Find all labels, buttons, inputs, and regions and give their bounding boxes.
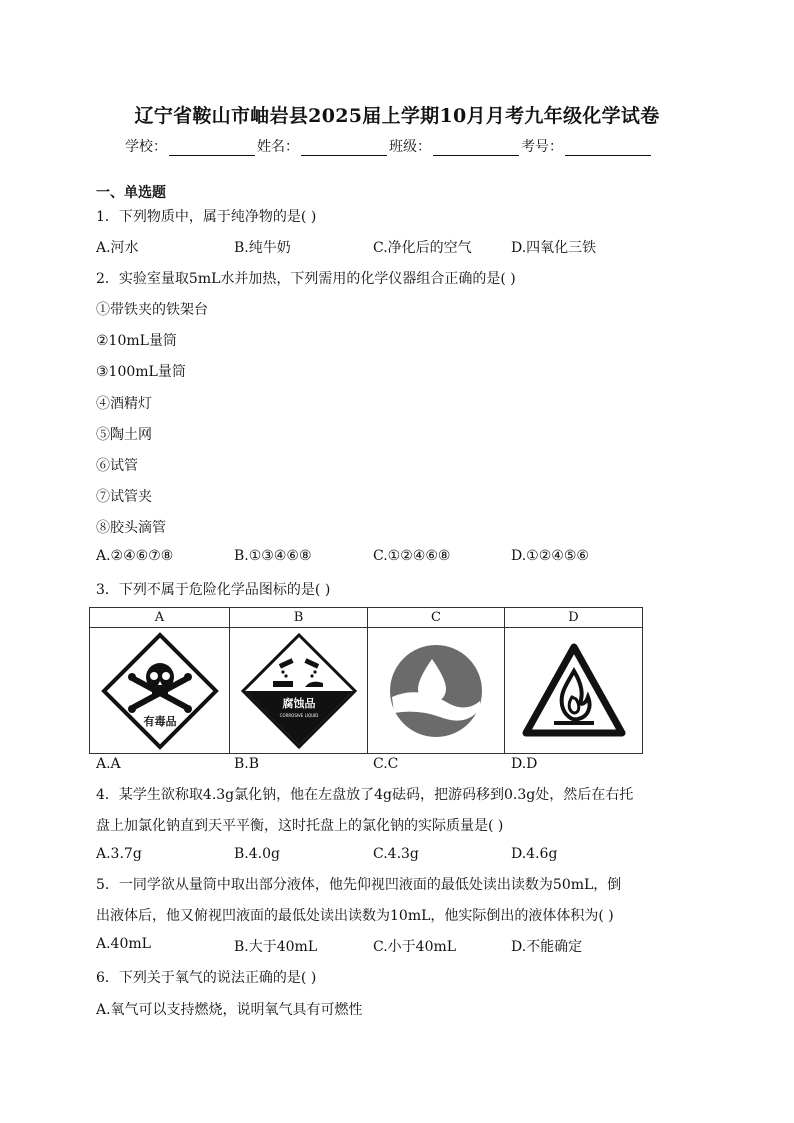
q3-option-b: B.B: [234, 756, 260, 772]
section-heading: 一、单选题: [96, 185, 166, 201]
q4-option-a: A.3.7g: [96, 846, 142, 862]
header-b: B: [230, 608, 368, 628]
q4-option-b: B.4.0g: [234, 846, 280, 862]
q2-item: ①带铁夹的铁架台: [96, 302, 208, 318]
q4-option-c: C.4.3g: [373, 846, 419, 862]
q5-stem-line2: 出液体后，他又俯视凹液面的最低处读出读数为10mL，他实际倒出的液体体积为( ): [96, 908, 614, 924]
q2-option-d: D.①②④⑤⑥: [511, 548, 589, 564]
exam-no-label: 考号：: [521, 139, 563, 155]
q2-option-c: C.①②④⑥⑧: [373, 548, 451, 564]
hazard-sign-table: [89, 607, 643, 754]
corrosive-sign-sublabel: CORROSIVE LIQUID: [279, 712, 318, 718]
q1-option-a: A.河水: [96, 240, 139, 256]
q5-stem-line1: 5．一同学欲从量筒中取出部分液体，他先仰视凹液面的最低处读出读数为50mL，倒: [96, 877, 622, 893]
q1-option-c: C.净化后的空气: [373, 240, 472, 256]
q3-option-c: C.C: [373, 756, 399, 772]
q2-item: ③100mL量筒: [96, 364, 186, 380]
school-label: 学校：: [125, 139, 167, 155]
name-blank: [301, 141, 387, 156]
toxic-sign-cell: [90, 628, 230, 754]
q6-option-a: A.氧气可以支持燃烧，说明氧气具有可燃性: [96, 1002, 363, 1018]
flame-icon: [522, 641, 626, 741]
name-label: 姓名：: [257, 139, 299, 155]
q2-item: ⑦试管夹: [96, 489, 152, 505]
q5-option-b: B.大于40mL: [234, 939, 318, 955]
q2-item: ②10mL量筒: [96, 333, 177, 349]
corrosive-sign-label: 腐蚀品: [282, 696, 315, 710]
header-d: D: [505, 608, 643, 628]
q4-stem-line1: 4．某学生欲称取4.3g氯化钠，他在左盘放了4g砝码，把游码移到0.3g处，然后在右托: [96, 787, 634, 803]
toxic-sign-label: 有毒品: [143, 714, 176, 728]
corrosive-sign-cell: [230, 628, 368, 754]
q2-item: ⑥试管: [96, 458, 138, 474]
q2-item: ⑤陶土网: [96, 427, 152, 443]
page-title: 辽宁省鞍山市岫岩县2025届上学期10月月考九年级化学试卷: [134, 105, 660, 127]
flammable-sign-cell: [505, 628, 643, 754]
q3-option-a: A.A: [96, 756, 121, 772]
exam-no-blank: [565, 141, 651, 156]
q1-stem: 1．下列物质中，属于纯净物的是( ): [96, 209, 317, 225]
class-blank: [433, 141, 519, 156]
q4-stem-line2: 盘上加氯化钠直到天平平衡，这时托盘上的氯化钠的实际质量是( ): [96, 818, 504, 834]
header-c: C: [368, 608, 505, 628]
q6-stem: 6．下列关于氧气的说法正确的是( ): [96, 970, 317, 986]
header-a: A: [90, 608, 230, 628]
water-saving-sign-cell: [368, 628, 505, 754]
q1-option-b: B.纯牛奶: [234, 240, 291, 256]
water-drop-icon: [388, 643, 484, 739]
q2-option-b: B.①③④⑥⑧: [234, 548, 312, 564]
q5-option-c: C.小于40mL: [373, 939, 457, 955]
q2-item: ⑧胶头滴管: [96, 520, 166, 536]
q5-option-d: D.不能确定: [511, 939, 583, 955]
student-info-row: [125, 136, 653, 156]
q3-stem: 3．下列不属于危险化学品图标的是( ): [96, 582, 331, 598]
q2-stem: 2．实验室量取5mL水并加热，下列需用的化学仪器组合正确的是( ): [96, 271, 516, 287]
corrosive-icon: [239, 631, 359, 751]
school-blank: [169, 141, 255, 156]
q4-option-d: D.4.6g: [511, 846, 558, 862]
q3-option-d: D.D: [511, 756, 538, 772]
skull-crossbones-icon: [100, 631, 220, 751]
class-label: 班级：: [389, 139, 431, 155]
q2-option-a: A.②④⑥⑦⑧: [96, 548, 174, 564]
q2-item: ④酒精灯: [96, 396, 152, 412]
q1-option-d: D.四氧化三铁: [511, 240, 597, 256]
q5-option-a: A.40mL: [96, 936, 151, 952]
